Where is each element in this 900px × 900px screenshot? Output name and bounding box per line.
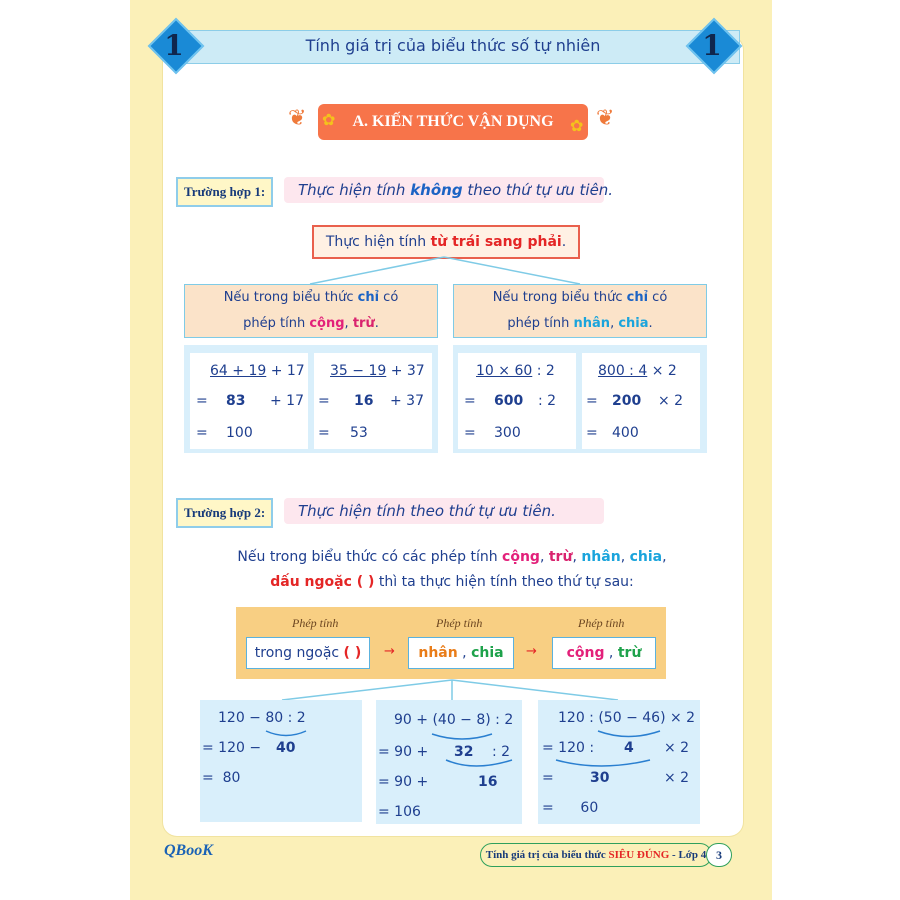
leaf-decoration-left-icon: ❦ (288, 106, 307, 131)
case1-left-example1: 64 + 19 + 17 = 83 + 17 = 100 (190, 353, 308, 449)
case1-right-example1: 10 × 60 : 2 = 600 : 2 = 300 (458, 353, 576, 449)
case2-example2: 90 + (40 − 8) : 2 = 90 + 32 : 2 = 90 + 16 = 106 (376, 700, 522, 824)
case2-example3: 120 : (50 − 46) × 2 = 120 : 4 × 2 = 30 × 2 = 60 (538, 700, 700, 824)
case1-label: Trường hợp 1: (176, 177, 273, 207)
arrow-right-icon: → (384, 644, 395, 659)
leaf-decoration-right-icon: ❦ (596, 106, 615, 131)
case2-example1: 120 − 80 : 2 = 120 − 40 = 80 (200, 700, 362, 822)
step3-box: cộng , trừ (552, 637, 656, 669)
case2-paragraph-line2: dấu ngoặc ( ) thì ta thực hiện tính theo thứ tự sau: (270, 574, 634, 590)
case2-label: Trường hợp 2: (176, 498, 273, 528)
step1-box: trong ngoặc ( ) (246, 637, 370, 669)
case1-right-example2: 800 : 4 × 2 = 200 × 2 = 400 (582, 353, 700, 449)
case2-paragraph-line1: Nếu trong biểu thức có các phép tính cộng, trừ, nhân, chia, (237, 549, 667, 565)
flower-icon: ✿ (570, 116, 584, 135)
step2-box: nhân , chia (408, 637, 514, 669)
lesson-title: Tính giá trị của biểu thức số tự nhiên (305, 36, 601, 55)
step1-label: Phép tính (292, 616, 339, 630)
case1-right-condition: Nếu trong biểu thức chỉ có phép tính nhân, chia. (453, 284, 707, 338)
flower-icon: ✿ (322, 110, 336, 129)
case1-rule: Thực hiện tính từ trái sang phải. (312, 225, 580, 259)
case1-left-condition: Nếu trong biểu thức chỉ có phép tính cộng, trừ. (184, 284, 438, 338)
book-title-footer: Tính giá trị của biểu thức SIÊU ĐÚNG - Lớp 4 (480, 843, 712, 867)
case2-text: Thực hiện tính theo thứ tự ưu tiên. (298, 502, 556, 520)
lesson-number-right: 1 (702, 29, 722, 62)
arrow-right-icon: → (526, 644, 537, 659)
section-title: A. KIẾN THỨC VẬN DỤNG (318, 104, 588, 140)
lesson-number-left: 1 (164, 29, 184, 62)
case1-text: Thực hiện tính không theo thứ tự ưu tiên. (298, 181, 614, 199)
case1-left-example2: 35 − 19 + 37 = 16 + 37 = 53 (314, 353, 432, 449)
step2-label: Phép tính (436, 616, 483, 630)
publisher-logo: QBooK (164, 842, 213, 859)
step3-label: Phép tính (578, 616, 625, 630)
page-number: 3 (706, 843, 732, 867)
